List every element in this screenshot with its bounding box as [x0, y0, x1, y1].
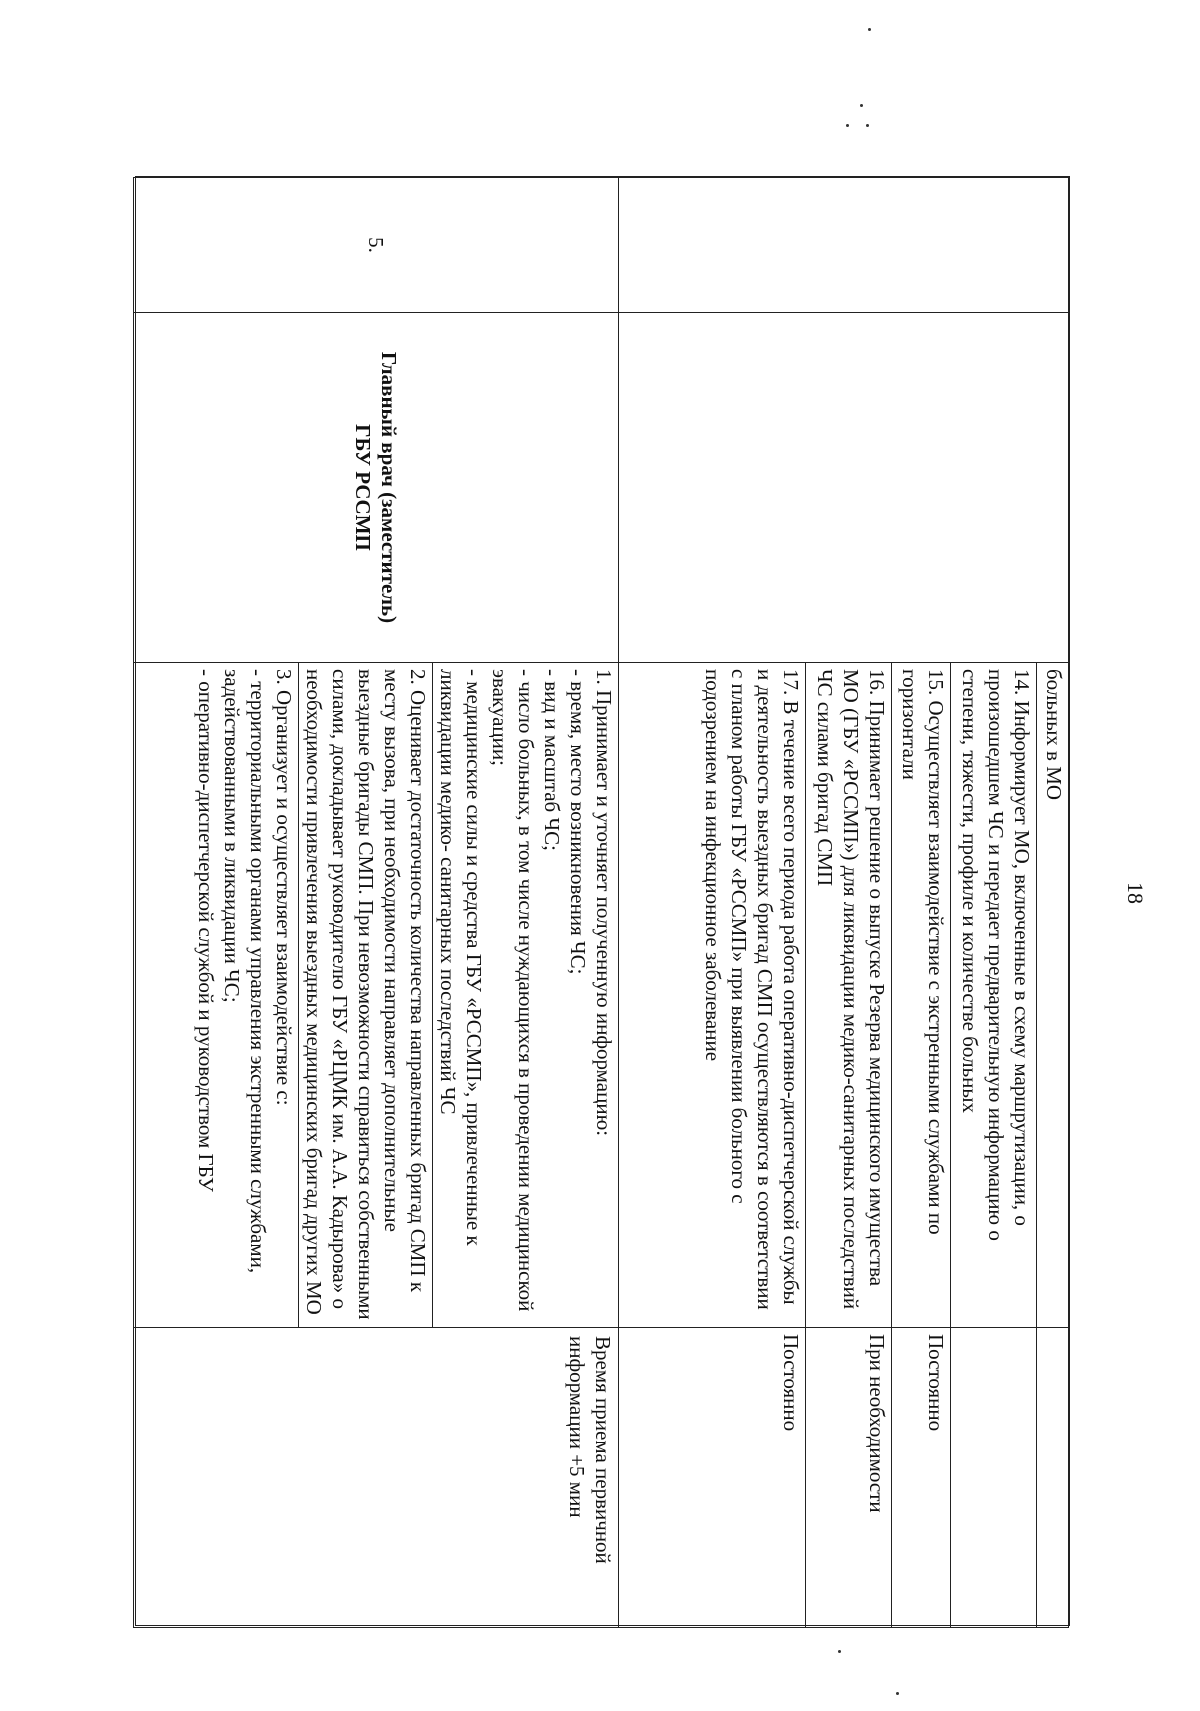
responsible-cell — [134, 313, 619, 663]
row-number-cell: 5. — [134, 178, 619, 313]
action-item: больных в МО — [1036, 663, 1068, 1327]
table-row — [619, 178, 1069, 1628]
action-item: 17. В течение всего периода работа оперативно-диспетчерской службы и деятельность выездных бригад СМП осуществляются в соответствии с планом работы ГБУ «РССМП» при выявлении больного с подозрением на инфекционное заболевание — [701, 669, 803, 1310]
action-item — [191, 663, 298, 1327]
action-subitem: - время, место возникновения ЧС; — [566, 669, 590, 975]
time-cell — [619, 1328, 1069, 1628]
page-number: 18 — [1123, 882, 1148, 904]
time-item — [950, 1328, 1036, 1627]
action-item — [432, 663, 618, 1327]
responsible-cell — [619, 313, 1069, 663]
table-row — [134, 178, 619, 1628]
action-text: 1. Принимает и уточняет полученную информацию: — [592, 669, 616, 1137]
action-subitem: - вид и масштаб ЧС; — [540, 669, 564, 851]
time-cell: Время приема первичной информации +5 мин — [134, 1328, 619, 1628]
time-item — [1036, 1328, 1068, 1627]
actions-cell — [134, 663, 619, 1328]
action-subitem: - число больных, в том числе нуждающихся в проведении медицинской эвакуации; — [488, 669, 538, 1312]
action-item — [298, 663, 432, 1327]
time-item: Постоянно — [779, 1334, 803, 1432]
action-text: 2. Оценивает достаточность количества направленных бригад СМП к месту вызова, при необходимости направляет дополнительные выездные бригады СМП. При невозможности справиться собственными силами, докладывает руководителю ГБУ «РЦМК им. А.А. Кадырова» о необходимости привлечения выездных медицинских бригад других МО — [302, 669, 430, 1320]
responsible-org: ГБУ РССМП — [351, 424, 375, 551]
time-item: Постоянно — [891, 1328, 950, 1627]
time-item: При необходимости — [805, 1328, 891, 1627]
action-subitem: - территориальными органами управления экстренными службами, задействованными в ликвидации ЧС; — [220, 669, 270, 1274]
action-item: 14. Информирует МО, включенные в схему маршрутизации, о произошедшем ЧС и передает предварительную информацию о степени, тяжести, профиле и количестве больных — [950, 663, 1036, 1327]
actions-cell — [619, 663, 1069, 1328]
action-subitem: - медицинские силы и средства ГБУ «РССМП», привлеченные к ликвидации медико- санитарных последствий ЧС — [436, 669, 486, 1246]
action-item: 15. Осуществляет взаимодействие с экстренными службами по горизонтали — [891, 663, 950, 1327]
responsible-title: Главный врач (заместитель) — [377, 351, 401, 624]
row-number-cell — [619, 178, 1069, 313]
action-text: 3. Организует и осуществляет взаимодействие с: — [272, 669, 296, 1106]
action-item: 16. Принимает решение о выпуске Резерва медицинского имущества МО (ГБУ «РССМП») для ликвидации медико-санитарных последствий ЧС силами бригад СМП — [805, 663, 891, 1327]
action-subitem: - оперативно-диспетчерской службой и руководством ГБУ — [194, 669, 218, 1192]
document-table — [135, 176, 1070, 1626]
